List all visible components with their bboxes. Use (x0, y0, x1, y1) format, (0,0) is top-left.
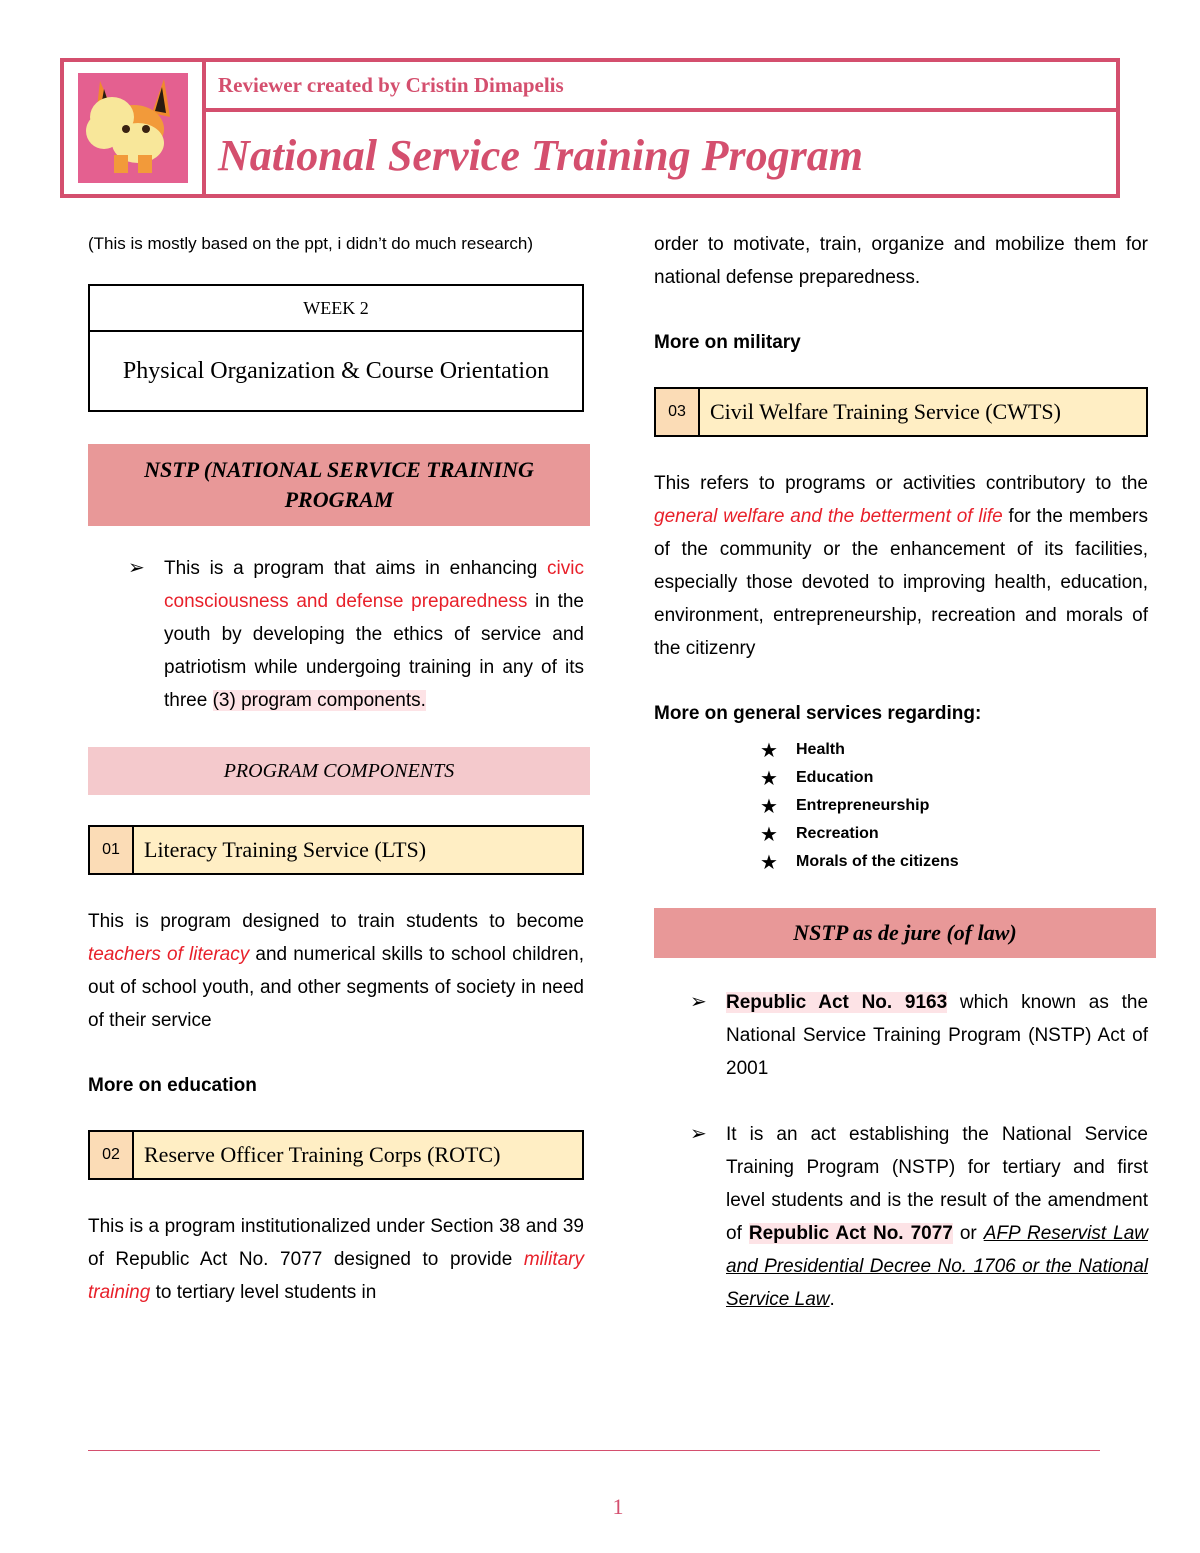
list-item (760, 820, 1148, 848)
star-icon: ★ (760, 767, 778, 790)
list-item (760, 736, 1148, 764)
arrow-bullet-icon: ➢ (690, 1123, 707, 1145)
arrow-bullet-icon: ➢ (128, 557, 145, 579)
ra-9163-text (726, 986, 1148, 1085)
program-description-bullet (128, 552, 584, 717)
ra-7077-period: . (829, 1289, 835, 1310)
ra-7077-bullet (690, 1118, 1148, 1316)
more-on-general-services: More on general services regarding: (654, 703, 982, 724)
component-number: 02 (90, 1132, 134, 1178)
rotc-description-text-2: to tertiary level students in (150, 1282, 377, 1303)
logo-frame (64, 62, 206, 194)
program-description-text: This is a program that aims in enhancing (164, 558, 548, 579)
program-description (164, 552, 584, 717)
lts-description-text: This is program designed to train students to become (88, 911, 584, 932)
component-label: Literacy Training Service (LTS) (144, 837, 427, 862)
service-label: Education (796, 769, 874, 786)
author-byline: Reviewer created by Cristin Dimapelis (218, 72, 564, 97)
byline-row (206, 62, 1116, 112)
star-icon: ★ (760, 795, 778, 818)
component-number: 01 (90, 827, 134, 873)
rotc-highlight: military training (88, 1249, 584, 1303)
service-label: Recreation (796, 825, 879, 842)
document-header (60, 58, 1120, 198)
right-column (654, 228, 1148, 1316)
program-description-text-2: in the youth by developing the ethics of service and patriotism while undergoing training in any of its three (164, 591, 584, 711)
program-components-highlight: (3) program components. (212, 690, 426, 711)
cwts-description (654, 467, 1148, 665)
cwts-description-text-2: for the members of the community or the enhancement of its facilities, especially those devoted to improving health, education, environment, entrepreneurship, recreation and morals of the citizenry (654, 506, 1148, 659)
week-label: WEEK 2 (90, 286, 582, 332)
service-label: Entrepreneurship (796, 797, 930, 814)
ra-9163-bullet (690, 986, 1148, 1085)
list-item (760, 848, 1148, 876)
component-lts-box (88, 825, 584, 875)
flareon-icon (78, 73, 188, 183)
footer-divider (88, 1450, 1100, 1451)
week-box (88, 284, 584, 412)
afp-reservist-law-link: AFP Reservist Law and Presidential Decree No. 1706 or the National Service Law (726, 1223, 1149, 1310)
lts-description-text-2: and numerical skills to school children, out of school youth, and other segments of society in need of their service (88, 944, 584, 1031)
left-column (88, 228, 584, 1309)
cwts-highlight: general welfare and the betterment of life (654, 506, 1003, 527)
arrow-bullet-icon: ➢ (690, 991, 707, 1013)
rotc-description-continued: order to motivate, train, organize and mobilize them for national defense preparedness. (654, 234, 1148, 288)
list-item (760, 792, 1148, 820)
component-label: Reserve Officer Training Corps (ROTC) (144, 1142, 501, 1167)
ra-7077-description: It is an act establishing the National Service Training Program (NSTP) for tertiary and first level students and is the result of the amendment of (726, 1124, 1148, 1244)
list-item (760, 764, 1148, 792)
dejure-heading-band: NSTP as de jure (of law) (654, 908, 1156, 958)
star-icon: ★ (760, 851, 778, 874)
star-icon: ★ (760, 823, 778, 846)
services-list (760, 736, 1148, 876)
nstp-heading-band: NSTP (NATIONAL SERVICE TRAINING PROGRAM (88, 444, 590, 526)
intro-note: (This is mostly based on the ppt, i didn’t do much research) (88, 234, 534, 253)
ra-7077-text (726, 1118, 1148, 1316)
document-title: National Service Training Program (218, 130, 863, 180)
ra-9163-description: which known as the National Service Training Program (NSTP) Act of 2001 (726, 992, 1149, 1079)
component-cwts-box (654, 387, 1148, 437)
service-label: Health (796, 741, 845, 758)
flareon-logo-image (78, 73, 188, 183)
header-text-area (206, 62, 1116, 194)
program-description-highlight: civic consciousness and defense preparedness (164, 558, 584, 612)
ra-9163-highlight: Republic Act No. 9163 (726, 992, 948, 1013)
component-number: 03 (656, 389, 700, 435)
cwts-description-text: This refers to programs or activities contributory to the (654, 473, 1148, 494)
lts-description (88, 905, 584, 1037)
more-on-military: More on military (654, 332, 801, 353)
rotc-description-text: This is a program institutionalized under Section 38 and 39 of Republic Act No. 7077 designed to provide (88, 1216, 584, 1270)
program-components-band: PROGRAM COMPONENTS (88, 747, 590, 795)
lts-highlight: teachers of literacy (88, 944, 250, 965)
rotc-description (88, 1210, 584, 1309)
component-label: Civil Welfare Training Service (CWTS) (710, 399, 1061, 424)
page-number: 1 (612, 1494, 624, 1519)
ra-7077-connector: or (952, 1223, 984, 1244)
more-on-education: More on education (88, 1075, 257, 1096)
service-label: Morals of the citizens (796, 853, 959, 870)
title-row (206, 116, 1116, 194)
ra-7077-highlight: Republic Act No. 7077 (748, 1223, 953, 1244)
star-icon: ★ (760, 739, 778, 762)
week-title: Physical Organization & Course Orientation (122, 358, 550, 384)
component-rotc-box (88, 1130, 584, 1180)
